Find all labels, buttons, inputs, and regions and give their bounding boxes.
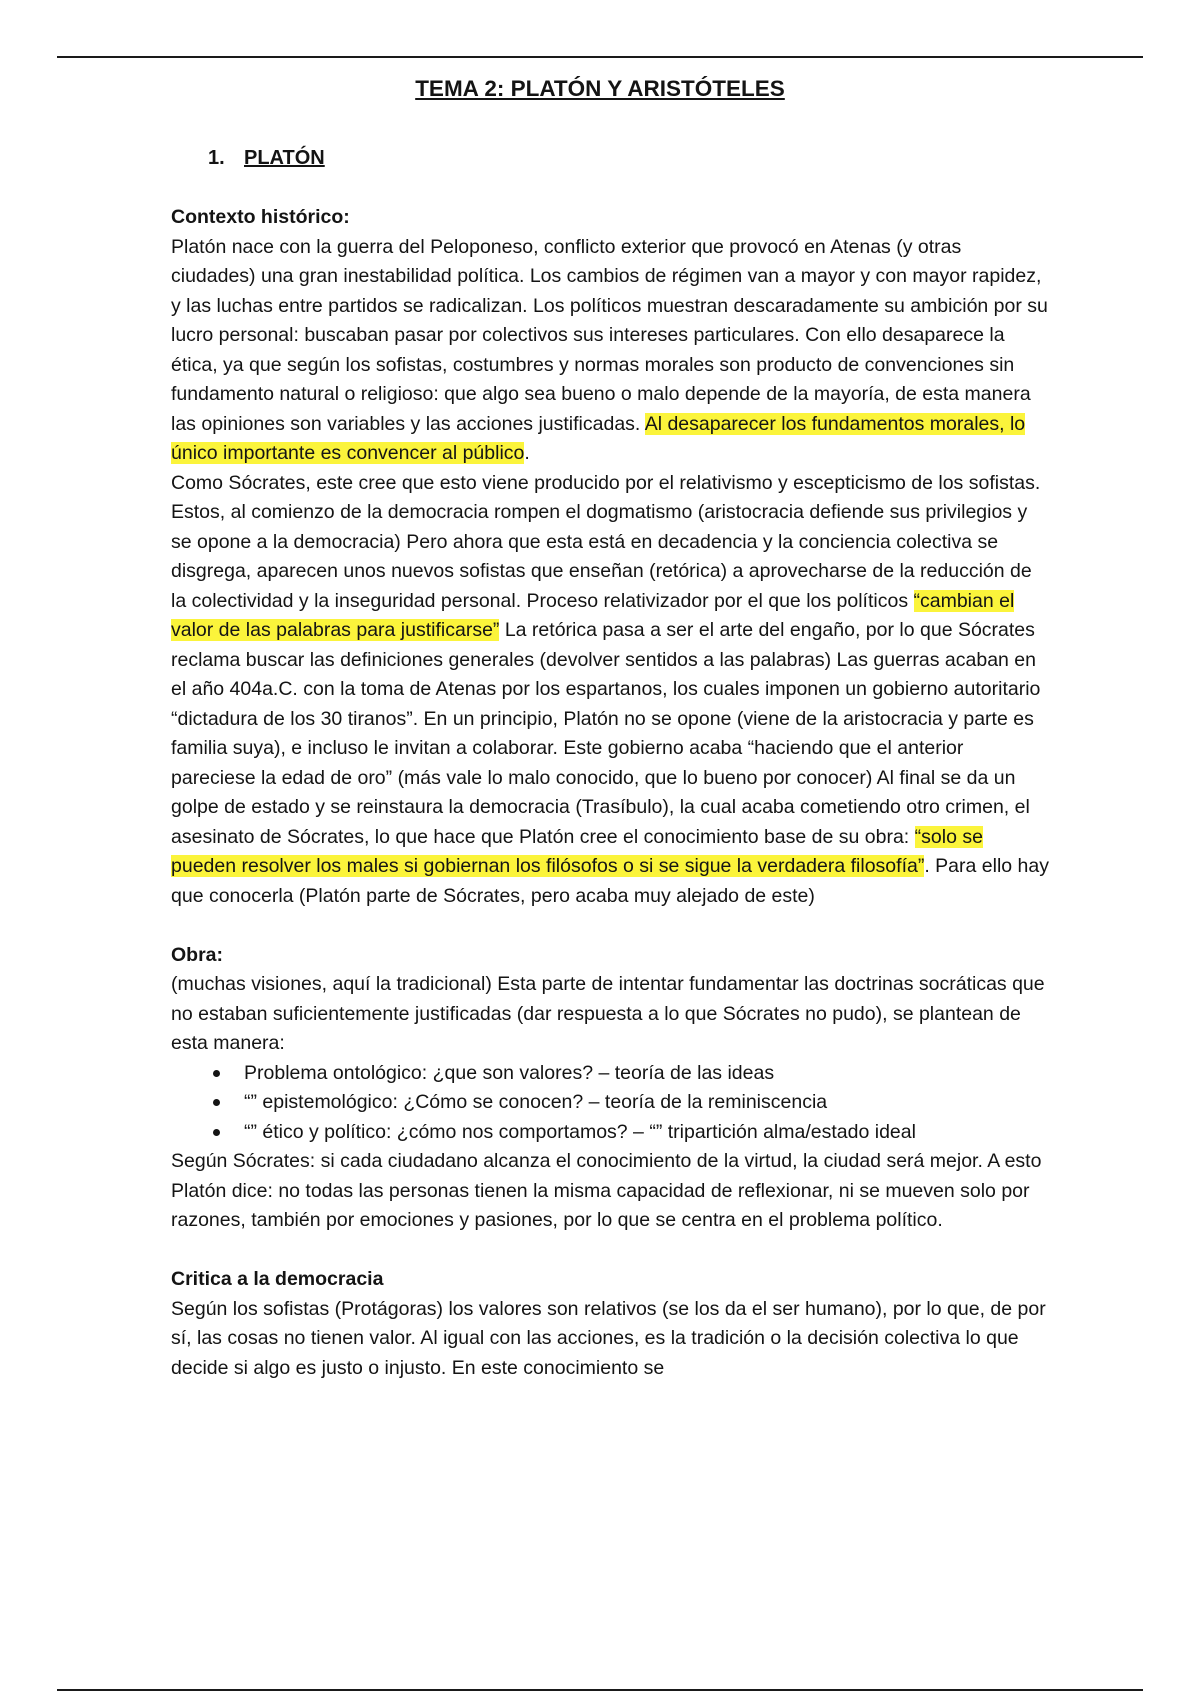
list-item [171, 1088, 1051, 1118]
contexto-paragraph-1 [171, 233, 1051, 469]
section-heading [208, 144, 325, 172]
list-item-text: Problema ontológico: ¿que son valores? – teoría de las ideas [244, 1061, 775, 1084]
list-item [171, 1118, 1051, 1148]
bullet-icon [213, 1129, 220, 1136]
text-run: Como Sócrates, este cree que esto viene producido por el relativismo y escepticismo de los sofistas. Estos, al comienzo de la democracia rompen el dogmatismo (aristocracia defiende sus privilegios y se opone a la democracia) Pero ahora que esta está en decadencia y la conciencia colectiva se disgrega, aparecen unos nuevos sofistas que enseñan (retórica) a aprovecharse de la reducción de la colectividad y la inseguridad personal. Proceso relativizador por el que los políticos [171, 471, 1041, 612]
top-rule [57, 56, 1143, 58]
text-run: . Para ello hay que conocerla (Platón parte de Sócrates, pero acaba muy alejado de este) [171, 855, 1049, 907]
list-item-text: “” epistemológico: ¿Cómo se conocen? – teoría de la reminiscencia [244, 1091, 828, 1113]
spacer [171, 911, 1051, 941]
highlighted-text: “solo se pueden resolver los males si gobiernan los filósofos o si se sigue la verdadera filosofía” [171, 825, 983, 877]
bullet-icon [213, 1099, 220, 1106]
text-run: Platón nace con la guerra del Peloponeso, conflicto exterior que provocó en Atenas (y otras ciudades) una gran inestabilidad política. Los cambios de régimen van a mayor y con mayor rapidez, y las luchas entre partidos se radicalizan. Los políticos muestran descaradamente su ambición por su lucro personal: buscaban pasar por colectivos sus intereses particulares. Con ello desaparece la ética, ya que según los sofistas, costumbres y normas morales son producto de convenciones sin fundamento natural o religioso: que algo sea bueno o malo depende de la mayoría, de esta manera las opiniones son variables y las acciones justificadas. [171, 235, 1048, 435]
highlighted-text: “cambian el valor de las palabras para justificarse” [171, 589, 1015, 641]
obra-bullet-list [171, 1059, 1051, 1148]
text-run: . [524, 442, 530, 464]
section-label: PLATÓN [244, 147, 325, 169]
spacer [171, 1236, 1051, 1266]
obra-heading: Obra: [171, 943, 224, 966]
obra-intro: (muchas visiones, aquí la tradicional) Esta parte de intentar fundamentar las doctrinas socráticas que no estaban suficientemente justificadas (dar respuesta a lo que Sócrates no pudo), se plantean de esta manera: [171, 973, 1045, 1054]
document-title: TEMA 2: PLATÓN Y ARISTÓTELES [415, 76, 785, 101]
text-run: La retórica pasa a ser el arte del engaño, por lo que Sócrates reclama buscar las definiciones generales (devolver sentidos a las palabras) Las guerras acaban en el año 404a.C. con la toma de Atenas por los espartanos, los cuales imponen un gobierno autoritario “dictadura de los 30 tiranos”. En un principio, Platón no se opone (viene de la aristocracia y parte es familia suya), e incluso le invitan a colaborar. Este gobierno acaba “haciendo que el anterior pareciese la edad de oro” (más vale lo malo conocido, que lo bueno por conocer) Al final se da un golpe de estado y se reinstaura la democracia (Trasíbulo), la cual acaba cometiendo otro crimen, el asesinato de Sócrates, lo que hace que Platón cree el conocimiento base de su obra: [171, 619, 1041, 848]
contexto-paragraph-2 [171, 469, 1051, 912]
obra-after-paragraph: Según Sócrates: si cada ciudadano alcanza el conocimiento de la virtud, la ciudad será mejor. A esto Platón dice: no todas las personas tienen la misma capacidad de reflexionar, ni se mueven solo por razones, también por emociones y pasiones, por lo que se centra en el problema político. [171, 1150, 1042, 1231]
bullet-icon [213, 1070, 220, 1077]
section-number: 1. [208, 147, 225, 169]
list-item [171, 1059, 1051, 1089]
critica-heading: Critica a la democracia [171, 1268, 384, 1290]
list-item-text: “” ético y político: ¿cómo nos comportamos? – “” tripartición alma/estado ideal [244, 1120, 916, 1143]
bottom-rule [57, 1689, 1143, 1691]
critica-paragraph: Según los sofistas (Protágoras) los valores son relativos (se los da el ser humano), por lo que, de por sí, las cosas no tienen valor. Al igual con las acciones, es la tradición o la decisión colectiva lo que decide si algo es justo o injusto. En este conocimiento se [171, 1297, 1046, 1379]
document-body [171, 203, 1051, 1383]
highlighted-text: Al desaparecer los fundamentos morales, lo único importante es convencer al público [171, 412, 1026, 464]
contexto-heading: Contexto histórico: [171, 206, 350, 228]
